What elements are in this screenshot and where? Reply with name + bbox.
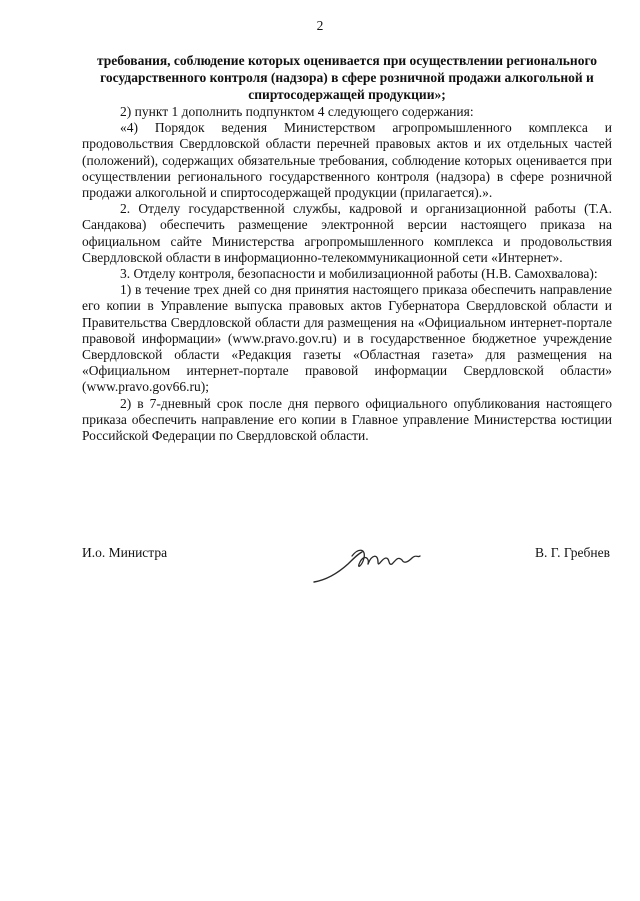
page-number: 2 (316, 18, 324, 33)
paragraph-subitem-4-text: «4) Порядок ведения Министерством агропромышленного комплекса и продовольствия Свердловской области перечней правовых актов и их отдельных частей (положений), содержащих обязательные требования, соблюдение которых оценивается при осуществлении регионального государственного контроля (надзора) в сфере розничной продажи алкогольной и спиртосодержащей продукции (прилагается).». (82, 120, 612, 201)
paragraph-order-2: 2. Отделу государственной службы, кадровой и организационной работы (Т.А. Сандакова) обеспечить размещение электронной версии настоящего приказа на официальном сайте Министерства агропромышленного комплекса и продовольствия Свердловской области в информационно-телекоммуникационной сети «Интернет». (82, 201, 612, 265)
paragraph-item-2-amendment: 2) пункт 1 дополнить подпунктом 4 следующего содержания: (120, 104, 474, 119)
paragraph-order-3: 3. Отделу контроля, безопасности и мобилизационной работы (Н.В. Самохвалова): (120, 266, 598, 282)
document-body (82, 104, 612, 444)
handwritten-signature (308, 540, 428, 590)
signature-role: И.о. Министра (82, 545, 168, 560)
paragraph-order-3-item-2: 2) в 7-дневный срок после дня первого официального опубликования настоящего приказа обеспечить направление его копии в Главное управление Министерства юстиции Российской Федерации по Свердловской области. (82, 395, 612, 444)
document-heading: требования, соблюдение которых оценивается при осуществлении регионального государственного контроля (надзора) в сфере розничной продажи алкогольной и спиртосодержащей продукции»; (97, 53, 597, 102)
paragraph-order-3-item-1: 1) в течение трех дней со дня принятия настоящего приказа обеспечить направление его копии в Управление выпуска правовых актов Губернатора Свердловской области и Правительства Свердловской области для размещения на «Официальном интернет-портале правовой информации» (www.pravo.gov.ru) и в государственное бюджетное учреждение Свердловской области «Редакция газеты «Областная газета» для размещения на «Официальном интернет-портале правовой информации Свердловской области» (www.pravo.gov66.ru); (82, 282, 612, 395)
signature-name: В. Г. Гребнев (535, 545, 610, 560)
